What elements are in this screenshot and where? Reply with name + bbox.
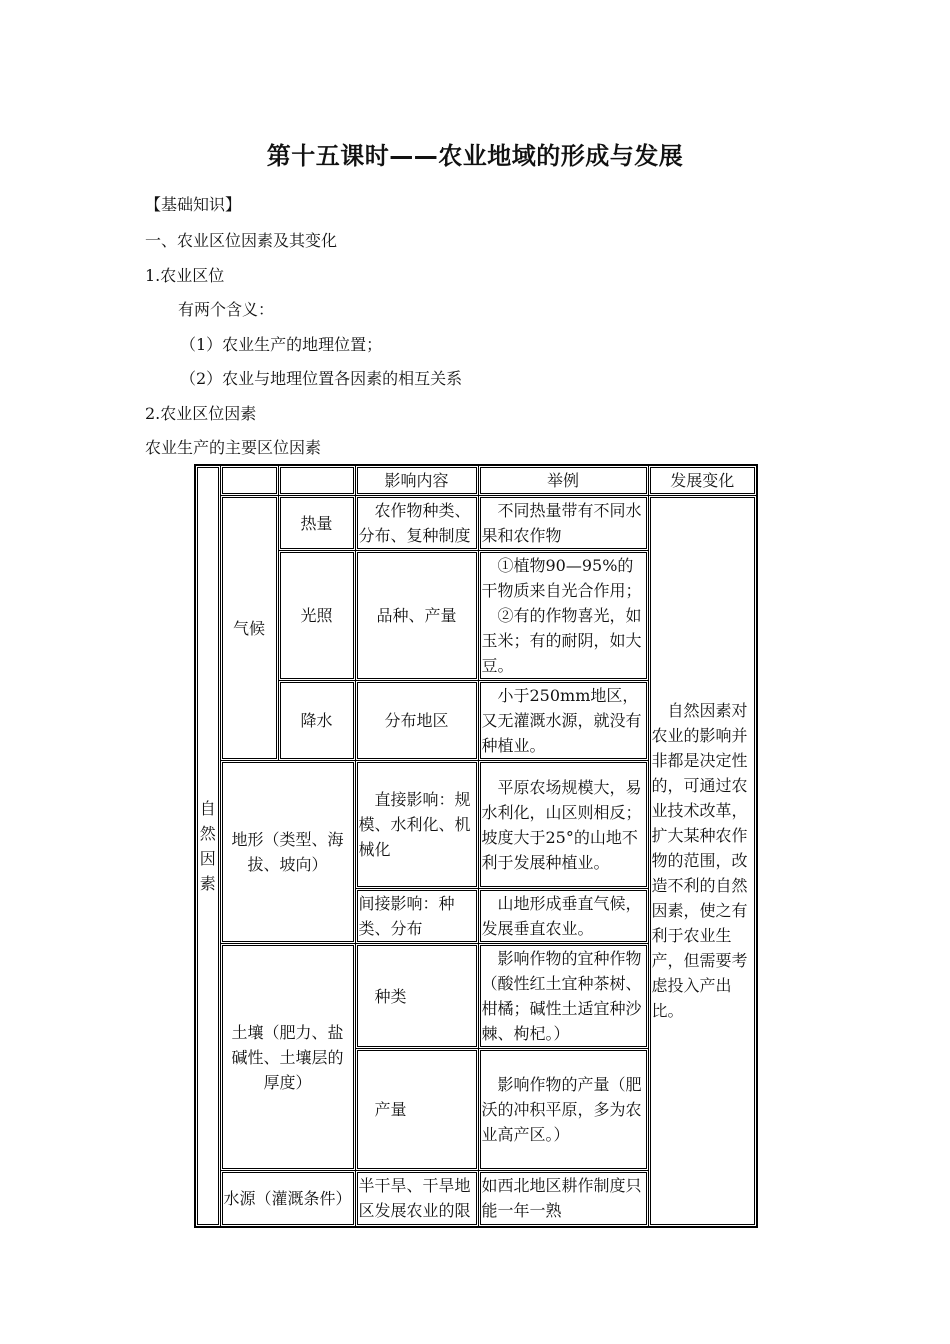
- table-header-row: [195, 465, 757, 496]
- water-impact: 半干旱、干旱地区发展农业的限: [355, 1171, 478, 1227]
- rain-cell: 降水: [278, 681, 355, 761]
- terrain-direct-example: 平原农场规模大，易水利化，山区则相反；坡度大于25°的山地不利于发展种植业。: [478, 761, 648, 889]
- heat-example: 不同热量带有不同水果和农作物: [478, 496, 648, 551]
- table-row-heat: [195, 496, 757, 551]
- text-two-meanings: 有两个含义：: [178, 300, 275, 319]
- heat-cell: 热量: [278, 496, 355, 551]
- section-basic-knowledge: 【基础知识】: [145, 195, 242, 214]
- terrain-indirect-example: 山地形成垂直气候，发展垂直农业。: [478, 889, 648, 944]
- terrain-indirect: 间接影响：种类、分布: [355, 889, 478, 944]
- light-example: ①植物90—95%的干物质来自光合作用； ②有的作物喜光，如玉米；有的耐阴，如大豆。: [478, 551, 648, 681]
- heading-agri-location: 1.农业区位: [145, 266, 225, 285]
- heading-factors: 2.农业区位因素: [145, 404, 257, 423]
- water-cell: 水源（灌溉条件）: [220, 1171, 355, 1227]
- soil-cell: 土壤（肥力、盐碱性、土壤层的厚度）: [220, 944, 355, 1171]
- heading-location-factors: 一、农业区位因素及其变化: [145, 231, 338, 250]
- terrain-direct: 直接影响：规模、水利化、机械化: [355, 761, 478, 889]
- soil-yield: 产量: [355, 1049, 478, 1171]
- light-impact: 品种、产量: [355, 551, 478, 681]
- change-cell: 自然因素对农业的影响并非都是决定性的，可通过农业技术改革，扩大某种农作物的范围，改造不利的自然因素，使之有利于农业生产，但需要考虑投入产出比。: [648, 496, 757, 1227]
- rain-impact: 分布地区: [355, 681, 478, 761]
- text-meaning-1: （1）农业生产的地理位置；: [180, 335, 383, 354]
- soil-kind-example: 影响作物的宜种作物（酸性红土宜种茶树、柑橘；碱性土适宜种沙棘、枸杞。）: [478, 944, 648, 1049]
- text-meaning-2: （2）农业与地理位置各因素的相互关系: [180, 369, 463, 388]
- header-impact: 影响内容: [355, 465, 478, 496]
- location-factors-table: [194, 464, 758, 1228]
- terrain-cell: 地形（类型、海拔、坡向）: [220, 761, 355, 944]
- water-example: 如西北地区耕作制度只能一年一熟: [478, 1171, 648, 1227]
- rain-example: 小于250mm地区，又无灌溉水源，就没有种植业。: [478, 681, 648, 761]
- natural-factors-cell: 自然因素: [195, 465, 220, 1227]
- page-title: 第十五课时——农业地域的形成与发展: [266, 142, 684, 170]
- header-example: 举例: [478, 465, 648, 496]
- header-empty-1: [220, 465, 278, 496]
- header-empty-2: [278, 465, 355, 496]
- climate-cell: 气候: [220, 496, 278, 761]
- light-cell: 光照: [278, 551, 355, 681]
- soil-kind: 种类: [355, 944, 478, 1049]
- heat-impact: 农作物种类、分布、复种制度: [355, 496, 478, 551]
- soil-yield-example: 影响作物的产量（肥沃的冲积平原，多为农业高产区。）: [478, 1049, 648, 1171]
- text-main-factors: 农业生产的主要区位因素: [145, 438, 322, 457]
- header-change: 发展变化: [648, 465, 757, 496]
